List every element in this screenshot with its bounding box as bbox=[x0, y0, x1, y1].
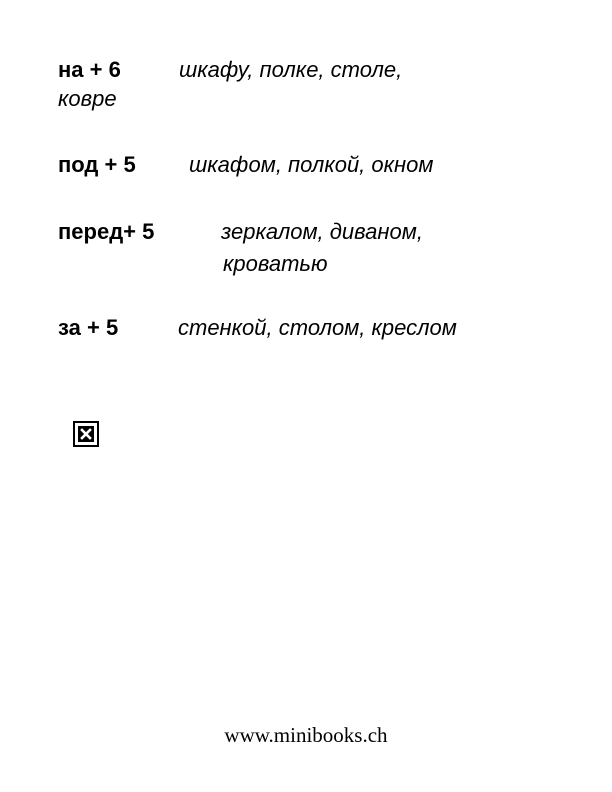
preposition-label: перед+ 5 bbox=[58, 219, 155, 244]
words-list: шкафу, полке, столе, bbox=[179, 57, 403, 82]
words-list-continued: кроватью bbox=[223, 251, 328, 276]
close-x-icon bbox=[75, 423, 97, 445]
footer-url[interactable]: www.minibooks.ch bbox=[224, 723, 388, 747]
preposition-label: под + 5 bbox=[58, 152, 136, 177]
preposition-label: на + 6 bbox=[58, 57, 121, 82]
words-list: зеркалом, диваном, bbox=[221, 219, 423, 244]
row-pered bbox=[58, 218, 578, 278]
words-list-continued: ковре bbox=[58, 86, 117, 111]
broken-image-icon bbox=[73, 421, 99, 447]
row-za bbox=[58, 314, 578, 344]
preposition-label: за + 5 bbox=[58, 315, 119, 340]
row-na bbox=[58, 56, 578, 116]
words-list: шкафом, полкой, окном bbox=[189, 152, 434, 177]
words-list: стенкой, столом, креслом bbox=[178, 315, 457, 340]
row-pod bbox=[58, 151, 578, 181]
